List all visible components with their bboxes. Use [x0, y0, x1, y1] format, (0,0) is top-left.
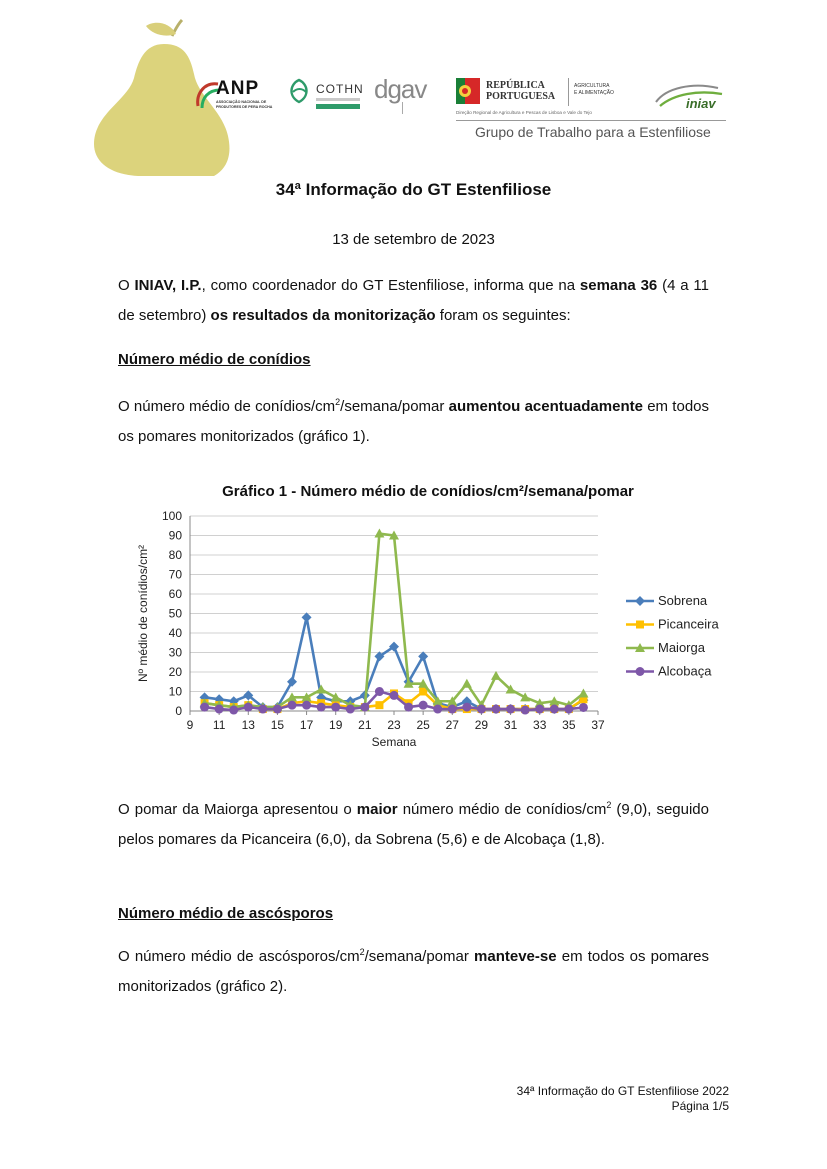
data-point-alcobaa [492, 705, 501, 714]
group-title: Grupo de Trabalho para a Estenfiliose [475, 124, 711, 140]
data-point-alcobaa [550, 705, 559, 714]
republica-text: REPÚBLICA [486, 80, 545, 91]
y-tick-label: 50 [168, 606, 182, 621]
cothn-logo-text: COTHN [316, 82, 364, 96]
x-tick-label: 37 [591, 718, 605, 732]
legend-label-picanceira: Picanceira [658, 616, 719, 632]
chart-title: Gráfico 1 - Número médio de conídios/cm²/semana/pomar [222, 483, 634, 500]
data-point-alcobaa [521, 706, 530, 715]
data-point-alcobaa [564, 705, 573, 714]
x-tick-label: 35 [562, 718, 576, 732]
x-tick-label: 29 [474, 718, 489, 732]
data-point-alcobaa [288, 701, 297, 710]
dgav-logo-text: dgav [374, 74, 427, 104]
data-point-maiorga [462, 679, 472, 688]
data-point-alcobaa [317, 703, 326, 712]
y-tick-label: 0 [175, 704, 182, 718]
data-point-alcobaa [390, 691, 399, 700]
data-point-alcobaa [404, 703, 413, 712]
anp-logo-subtext: ASSOCIAÇÃO NACIONAL DE PRODUTORES DE PERA ROCHA [216, 100, 273, 109]
data-point-maiorga [578, 688, 588, 697]
data-point-alcobaa [535, 705, 544, 714]
data-point-alcobaa [346, 705, 355, 714]
series-line-maiorga [205, 534, 584, 708]
x-tick-label: 21 [358, 718, 372, 732]
x-tick-label: 27 [445, 718, 459, 732]
x-tick-label: 17 [299, 718, 314, 732]
agricultura-text: AGRICULTURA [574, 83, 610, 89]
data-point-alcobaa [419, 701, 428, 710]
y-tick-label: 20 [168, 665, 182, 679]
legend-label-alcobaa: Alcobaça [658, 663, 712, 679]
y-tick-label: 100 [161, 509, 182, 523]
x-tick-label: 25 [416, 718, 430, 732]
document-title: 34ª Informação do GT Estenfiliose [275, 180, 552, 199]
legend-label-maiorga: Maiorga [658, 640, 705, 655]
data-point-alcobaa [331, 703, 340, 712]
x-tick-label: 15 [270, 718, 285, 732]
data-point-alcobaa [506, 705, 515, 714]
conidios-paragraph: O número médio de conídios/$cm^2/semana$/pomar aumentou acentuadamente em todos os pomares monitorizados (gráfico 1). [118, 397, 709, 445]
y-tick-label: 40 [168, 626, 182, 640]
legend-marker-alcobaa [636, 667, 645, 676]
x-tick-label: 9 [186, 718, 194, 732]
iniav-logo [652, 80, 726, 116]
data-point-alcobaa [579, 703, 588, 712]
iniav-logo-text: iniav [686, 96, 716, 111]
y-axis-label: Nº médio de conídios/cm² [136, 544, 150, 683]
data-point-alcobaa [215, 705, 224, 714]
anp-logo-text: ANP [216, 78, 260, 99]
data-point-alcobaa [477, 705, 486, 714]
cothn-logo [286, 78, 366, 114]
data-point-alcobaa [229, 706, 238, 715]
data-point-alcobaa [462, 703, 471, 712]
x-tick-label: 11 [212, 718, 226, 732]
heading-conidios: Número médio de conídios [118, 351, 311, 368]
data-point-alcobaa [448, 705, 457, 714]
x-tick-label: 31 [503, 718, 518, 732]
conidios-line-chart [118, 476, 738, 766]
legend-marker-picanceira [636, 621, 644, 629]
y-tick-label: 60 [168, 587, 182, 601]
header-banner [94, 18, 734, 176]
data-point-alcobaa [244, 703, 253, 712]
y-tick-label: 80 [168, 548, 182, 562]
footer-page-number: Página 1/5 [671, 1099, 729, 1113]
header-divider [456, 120, 726, 121]
republica-portuguesa-logo [456, 78, 636, 122]
portugal-flag-icon [456, 78, 480, 104]
y-tick-label: 90 [168, 528, 182, 543]
data-point-alcobaa [200, 703, 209, 712]
intro-paragraph: O INIAV, I.P., como coordenador do GT Estenfiliose, informa que na semana 36 (4 a 11 de setembro) os resultados da monitorização foram os seguintes: [118, 277, 709, 324]
y-tick-label: 30 [168, 645, 182, 660]
y-tick-label: 10 [168, 684, 182, 699]
cothn-leaf-icon [286, 78, 312, 104]
x-tick-label: 19 [329, 718, 343, 732]
dgav-logo [374, 76, 434, 120]
data-point-picanceira [375, 701, 383, 709]
data-point-alcobaa [302, 701, 311, 710]
data-point-maiorga [316, 685, 326, 694]
alimentacao-text: E ALIMENTAÇÃO [574, 90, 614, 96]
legend-label-sobrena: Sobrena [658, 593, 708, 608]
portuguesa-text: PORTUGUESA [486, 91, 556, 102]
maiorga-paragraph: O pomar da Maiorga apresentou o maior número médio de conídios/$cm^2$ (9,0), seguido pelos pomares da Picanceira (6,0), da Sobrena (5,6) e de Alcobaça (1,8). [118, 800, 709, 848]
x-tick-label: 33 [533, 718, 547, 732]
ascosporos-paragraph: O número médio de ascósporos/$cm^2/semana$/pomar manteve-se em todos os pomares monitorizados (gráfico 2). [118, 947, 709, 995]
page-footer [517, 1084, 729, 1114]
data-point-alcobaa [433, 705, 442, 714]
document-date: 13 de setembro de 2023 [332, 231, 495, 248]
footer-doc-title: 34ª Informação do GT Estenfiliose 2022 [516, 1084, 729, 1098]
data-point-alcobaa [273, 705, 282, 714]
heading-ascosporos: Número médio de ascósporos [118, 905, 334, 922]
x-tick-label: 23 [387, 718, 401, 732]
data-point-alcobaa [375, 687, 384, 696]
y-tick-label: 70 [168, 567, 182, 582]
anp-logo [194, 76, 286, 116]
data-point-alcobaa [360, 703, 369, 712]
x-axis-label: Semana [371, 735, 417, 749]
x-tick-label: 13 [241, 718, 255, 732]
data-point-alcobaa [258, 705, 267, 714]
legend-marker-sobrena [635, 596, 645, 606]
direcao-regional-text: Direção Regional de Agricultura e Pescas de Lisboa e Vale do Tejo [456, 110, 592, 115]
